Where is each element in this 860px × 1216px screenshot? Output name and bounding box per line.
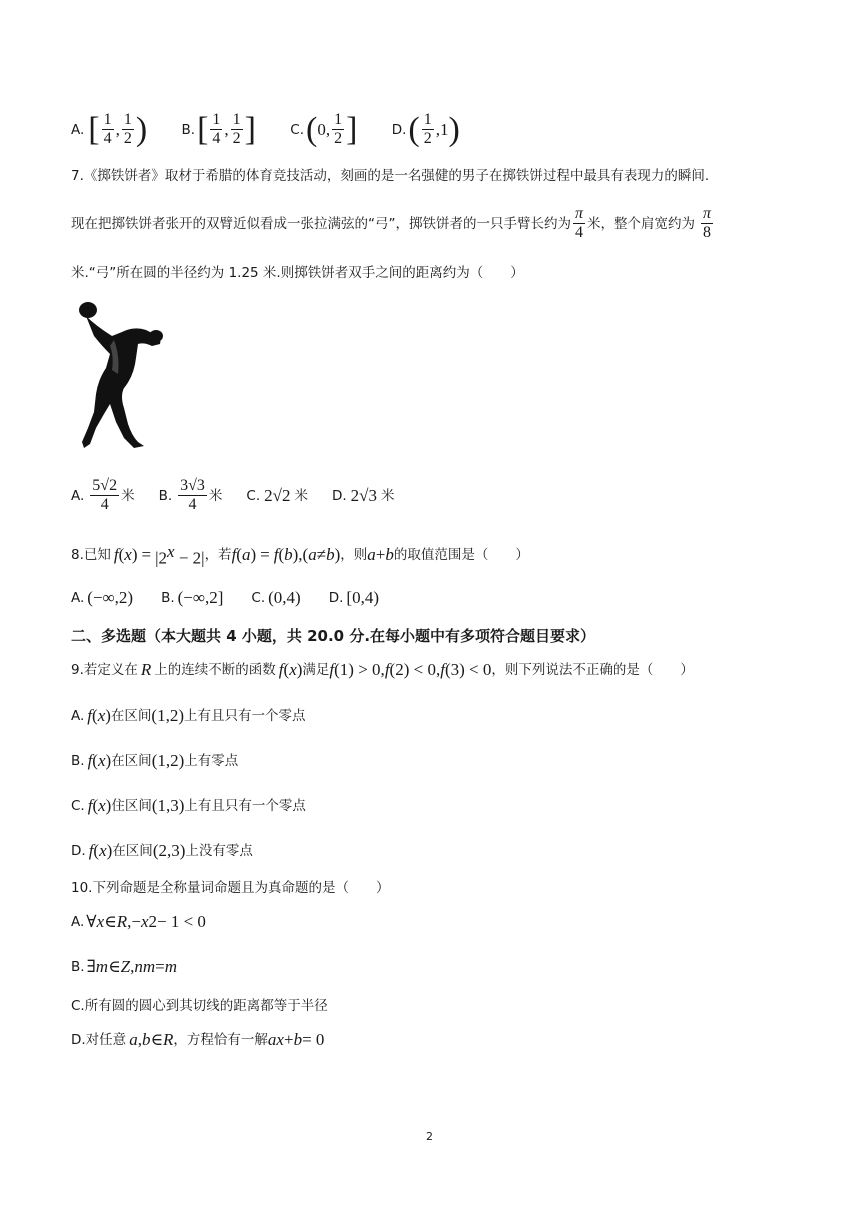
discus-thrower-image [74,296,170,454]
q7-options [71,478,395,513]
q7-option-a: A. $\frac{5√2}{4}$ 米 [71,477,135,513]
q8-stem: 8.已知 f ( x ) = $|2^x - 2|$ ，若 f ( a ) = f ( b ),( a ≠ b ) ，则 a + b 的取值范围是（ ） [71,542,529,568]
q8-options [71,588,379,608]
q6-option-b: B. [ $\frac{1}{4}$ , $\frac{1}{2}$ ] [181,110,256,148]
q10-option-d: D.对任意 a , b ∈ R ，方程恰有一解 ax + b = 0 [71,1030,325,1049]
q7-option-b: B. $\frac{3√3}{4}$ 米 [158,477,223,513]
page-number: 2 [426,1130,433,1143]
q8-option-b: B. (−∞,2] [161,588,224,607]
q7-line3: 米.“弓”所在圆的半径约为 1.25 米.则掷铁饼者双手之间的距离约为（ ） [71,265,524,281]
q8-option-d: D. [0,4) [328,588,379,607]
q6-option-a: A. [ $\frac{1}{4}$ , $\frac{1}{2}$ ) [71,110,148,148]
q8-option-c: C. (0,4) [251,588,301,607]
q9-option-a: A. f ( x ) 在区间 (1,2) 上有且只有一个零点 [71,706,306,725]
q8-option-a: A. (−∞,2) [71,588,134,607]
q7-line2: 现在把掷铁饼者张开的双臂近似看成一张拉满弦的“弓”，掷铁饼者的一只手臂长约为 $\frac{\pi}{4}$ 米，整个肩宽约为 $\frac{\pi}{8}$ [71,205,712,241]
q7-line1: 7.《掷铁饼者》取材于希腊的体育竞技活动，刻画的是一名强健的男子在掷铁饼过程中最具有表现力的瞬间. [71,168,710,184]
q10-stem: 10.下列命题是全称量词命题且为真命题的是（ ） [71,880,390,896]
q7-option-c: C. 2√2 米 [246,485,308,505]
q6-options [71,112,460,147]
q9-option-c: C. f ( x ) 住区间 (1,3) 上有且只有一个零点 [71,796,306,815]
q9-stem: 9.若定义在 R 上的连续不断的函数 f ( x ) 满足 f (1) > 0, f (2) < 0, f (3) < 0 ，则下列说法不正确的是（ ） [71,660,694,679]
q10-option-c: C.所有圆的圆心到其切线的距离都等于半径 [71,998,328,1014]
q10-option-b: B. ∃ m ∈ Z , nm = m [71,957,178,976]
q6-option-d: D. ( $\frac{1}{2}$ ,1 ) [391,110,460,148]
section-heading: 二、多选题（本大题共 4 小题，共 20.0 分.在每小题中有多项符合题目要求） [71,627,596,645]
q10-option-a: A. ∀ x ∈ R ,− x 2 − 1 < 0 [71,912,206,931]
q7-option-d: D. 2√3 米 [331,485,395,505]
q9-option-b: B. f ( x ) 在区间 (1,2) 上有零点 [71,751,239,770]
q9-option-d: D. f ( x ) 在区间 (2,3) 上没有零点 [71,841,253,860]
q6-option-c: C. ( 0, $\frac{1}{2}$ ] [290,110,358,148]
